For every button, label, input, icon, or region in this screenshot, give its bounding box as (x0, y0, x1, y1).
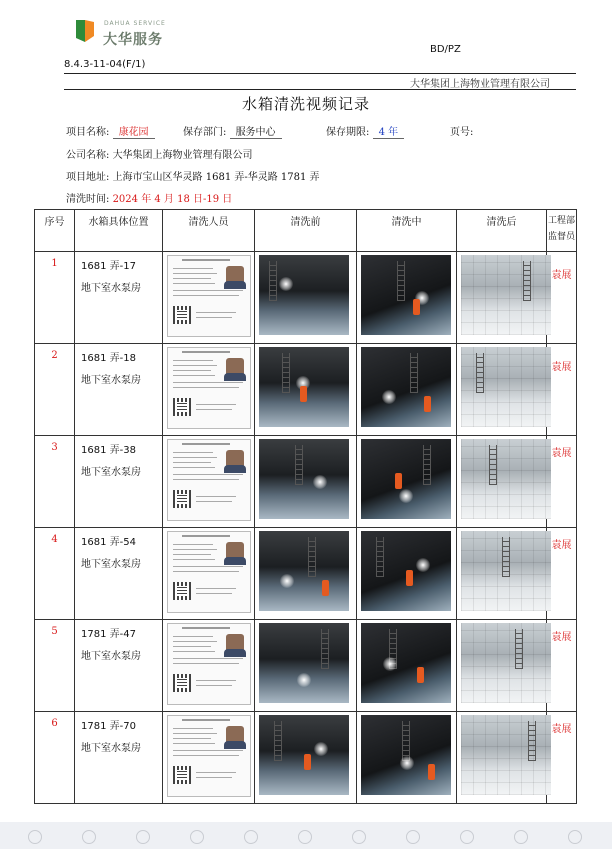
after-photo-cell (457, 528, 547, 620)
health-permit-image (167, 347, 251, 429)
toolbar-icon[interactable] (244, 830, 258, 844)
after-cleaning-photo (461, 347, 551, 427)
during-photo-cell (357, 436, 457, 528)
health-permit-image (167, 623, 251, 705)
after-photo-cell (457, 620, 547, 712)
row-number: 4 (35, 528, 75, 620)
toolbar-icon[interactable] (298, 830, 312, 844)
qr-code-icon (173, 398, 191, 416)
during-photo-cell (357, 712, 457, 804)
header-before: 清洗前 (255, 210, 357, 252)
tank-place: 地下室水泵房 (81, 559, 141, 570)
header-location: 水箱具体位置 (75, 210, 163, 252)
after-photo-cell (457, 436, 547, 528)
before-photo-cell (255, 436, 357, 528)
qr-code-icon (173, 306, 191, 324)
header-during: 清洗中 (357, 210, 457, 252)
doc-form-number: 8.4.3-11-04(F/1) (64, 59, 146, 70)
before-photo-cell (255, 528, 357, 620)
company-value: 大华集团上海物业管理有限公司 (112, 150, 253, 161)
staff-permit-cell (163, 344, 255, 436)
after-cleaning-photo (461, 715, 551, 795)
tank-code: 1781 弄-70 (81, 721, 136, 732)
table-row (35, 528, 577, 620)
staff-photo (226, 542, 244, 564)
company-name-header: 大华集团上海物业管理有限公司 (410, 79, 550, 90)
supervisor-name: 袁展 (547, 252, 577, 344)
after-cleaning-photo (461, 439, 551, 519)
before-cleaning-photo (259, 623, 349, 703)
logo-chinese-text: 大华服务 (103, 32, 163, 48)
company-label: 公司名称: (66, 150, 110, 161)
tank-location (75, 528, 163, 620)
cleaning-record-table (34, 209, 577, 804)
during-cleaning-photo (361, 255, 451, 335)
row-number: 2 (35, 344, 75, 436)
toolbar-icon[interactable] (136, 830, 150, 844)
tank-location (75, 252, 163, 344)
qr-code-icon (173, 766, 191, 784)
during-photo-cell (357, 620, 457, 712)
staff-permit-cell (163, 436, 255, 528)
supervisor-name: 袁展 (547, 436, 577, 528)
before-photo-cell (255, 252, 357, 344)
during-photo-cell (357, 528, 457, 620)
table-header-row (35, 210, 577, 252)
tank-place: 地下室水泵房 (81, 283, 141, 294)
time-value: 2024 年 4 月 18 日-19 日 (112, 194, 233, 205)
staff-permit-cell (163, 712, 255, 804)
address-label: 项目地址: (66, 172, 110, 183)
row-number: 6 (35, 712, 75, 804)
before-photo-cell (255, 344, 357, 436)
before-cleaning-photo (259, 439, 349, 519)
toolbar-icon[interactable] (514, 830, 528, 844)
after-photo-cell (457, 344, 547, 436)
during-photo-cell (357, 344, 457, 436)
row-number: 5 (35, 620, 75, 712)
health-permit-image (167, 715, 251, 797)
health-permit-image (167, 531, 251, 613)
during-cleaning-photo (361, 623, 451, 703)
toolbar-icon[interactable] (190, 830, 204, 844)
tank-code: 1681 弄-18 (81, 353, 136, 364)
address-value: 上海市宝山区华灵路 1681 弄-华灵路 1781 弄 (112, 172, 320, 183)
meta-project-row (66, 123, 155, 138)
after-cleaning-photo (461, 255, 551, 335)
project-value: 康花园 (113, 127, 155, 139)
header-rule-bottom (64, 89, 576, 90)
after-cleaning-photo (461, 623, 551, 703)
doc-code-bdpz: BD/PZ (430, 44, 461, 55)
period-label: 保存期限: (326, 127, 370, 138)
toolbar-icon[interactable] (460, 830, 474, 844)
tank-location (75, 344, 163, 436)
dahua-logo-icon (72, 16, 98, 46)
tank-code: 1681 弄-38 (81, 445, 136, 456)
meta-address-row (66, 168, 320, 183)
supervisor-name: 袁展 (547, 712, 577, 804)
tank-location (75, 436, 163, 528)
row-number: 3 (35, 436, 75, 528)
staff-permit-cell (163, 528, 255, 620)
meta-company-row (66, 146, 253, 161)
page-title: 水箱清洗视频记录 (241, 95, 370, 113)
during-cleaning-photo (361, 715, 451, 795)
before-cleaning-photo (259, 531, 349, 611)
staff-photo (226, 726, 244, 748)
before-cleaning-photo (259, 715, 349, 795)
toolbar-icon[interactable] (568, 830, 582, 844)
staff-permit-cell (163, 252, 255, 344)
during-photo-cell (357, 252, 457, 344)
header-supervisor: 工程部监督员 (547, 210, 577, 252)
project-label: 项目名称: (66, 127, 110, 138)
before-cleaning-photo (259, 347, 349, 427)
tank-place: 地下室水泵房 (81, 651, 141, 662)
after-cleaning-photo (461, 531, 551, 611)
dept-value: 服务中心 (230, 127, 282, 139)
table-row (35, 436, 577, 528)
header-no: 序号 (35, 210, 75, 252)
before-photo-cell (255, 620, 357, 712)
dept-label: 保存部门: (183, 127, 227, 138)
table-row (35, 620, 577, 712)
period-value: 4 年 (373, 127, 405, 139)
health-permit-image (167, 439, 251, 521)
tank-code: 1681 弄-17 (81, 261, 136, 272)
after-photo-cell (457, 712, 547, 804)
before-cleaning-photo (259, 255, 349, 335)
meta-period (326, 123, 404, 138)
supervisor-name: 袁展 (547, 344, 577, 436)
staff-permit-cell (163, 620, 255, 712)
health-permit-image (167, 255, 251, 337)
toolbar-icon[interactable] (82, 830, 96, 844)
qr-code-icon (173, 582, 191, 600)
bottom-toolbar (0, 822, 612, 849)
meta-time-row (66, 190, 232, 205)
logo-english-text: DAHUA SERVICE (104, 20, 166, 27)
time-label: 清洗时间: (66, 194, 110, 205)
before-photo-cell (255, 712, 357, 804)
tank-code: 1681 弄-54 (81, 537, 136, 548)
meta-dept (183, 123, 282, 138)
tank-location (75, 712, 163, 804)
staff-photo (226, 450, 244, 472)
during-cleaning-photo (361, 439, 451, 519)
toolbar-icon[interactable] (352, 830, 366, 844)
tank-place: 地下室水泵房 (81, 743, 141, 754)
table-row (35, 252, 577, 344)
supervisor-name: 袁展 (547, 620, 577, 712)
staff-photo (226, 634, 244, 656)
tank-place: 地下室水泵房 (81, 467, 141, 478)
toolbar-icon[interactable] (406, 830, 420, 844)
meta-page: 页号: (450, 127, 474, 138)
after-photo-cell (457, 252, 547, 344)
header-rule (64, 73, 576, 74)
tank-location (75, 620, 163, 712)
qr-code-icon (173, 674, 191, 692)
tank-place: 地下室水泵房 (81, 375, 141, 386)
header-after: 清洗后 (457, 210, 547, 252)
staff-photo (226, 266, 244, 288)
staff-photo (226, 358, 244, 380)
during-cleaning-photo (361, 347, 451, 427)
header-staff: 清洗人员 (163, 210, 255, 252)
table-row (35, 712, 577, 804)
supervisor-name: 袁展 (547, 528, 577, 620)
during-cleaning-photo (361, 531, 451, 611)
toolbar-icon[interactable] (28, 830, 42, 844)
table-row (35, 344, 577, 436)
qr-code-icon (173, 490, 191, 508)
row-number: 1 (35, 252, 75, 344)
tank-code: 1781 弄-47 (81, 629, 136, 640)
